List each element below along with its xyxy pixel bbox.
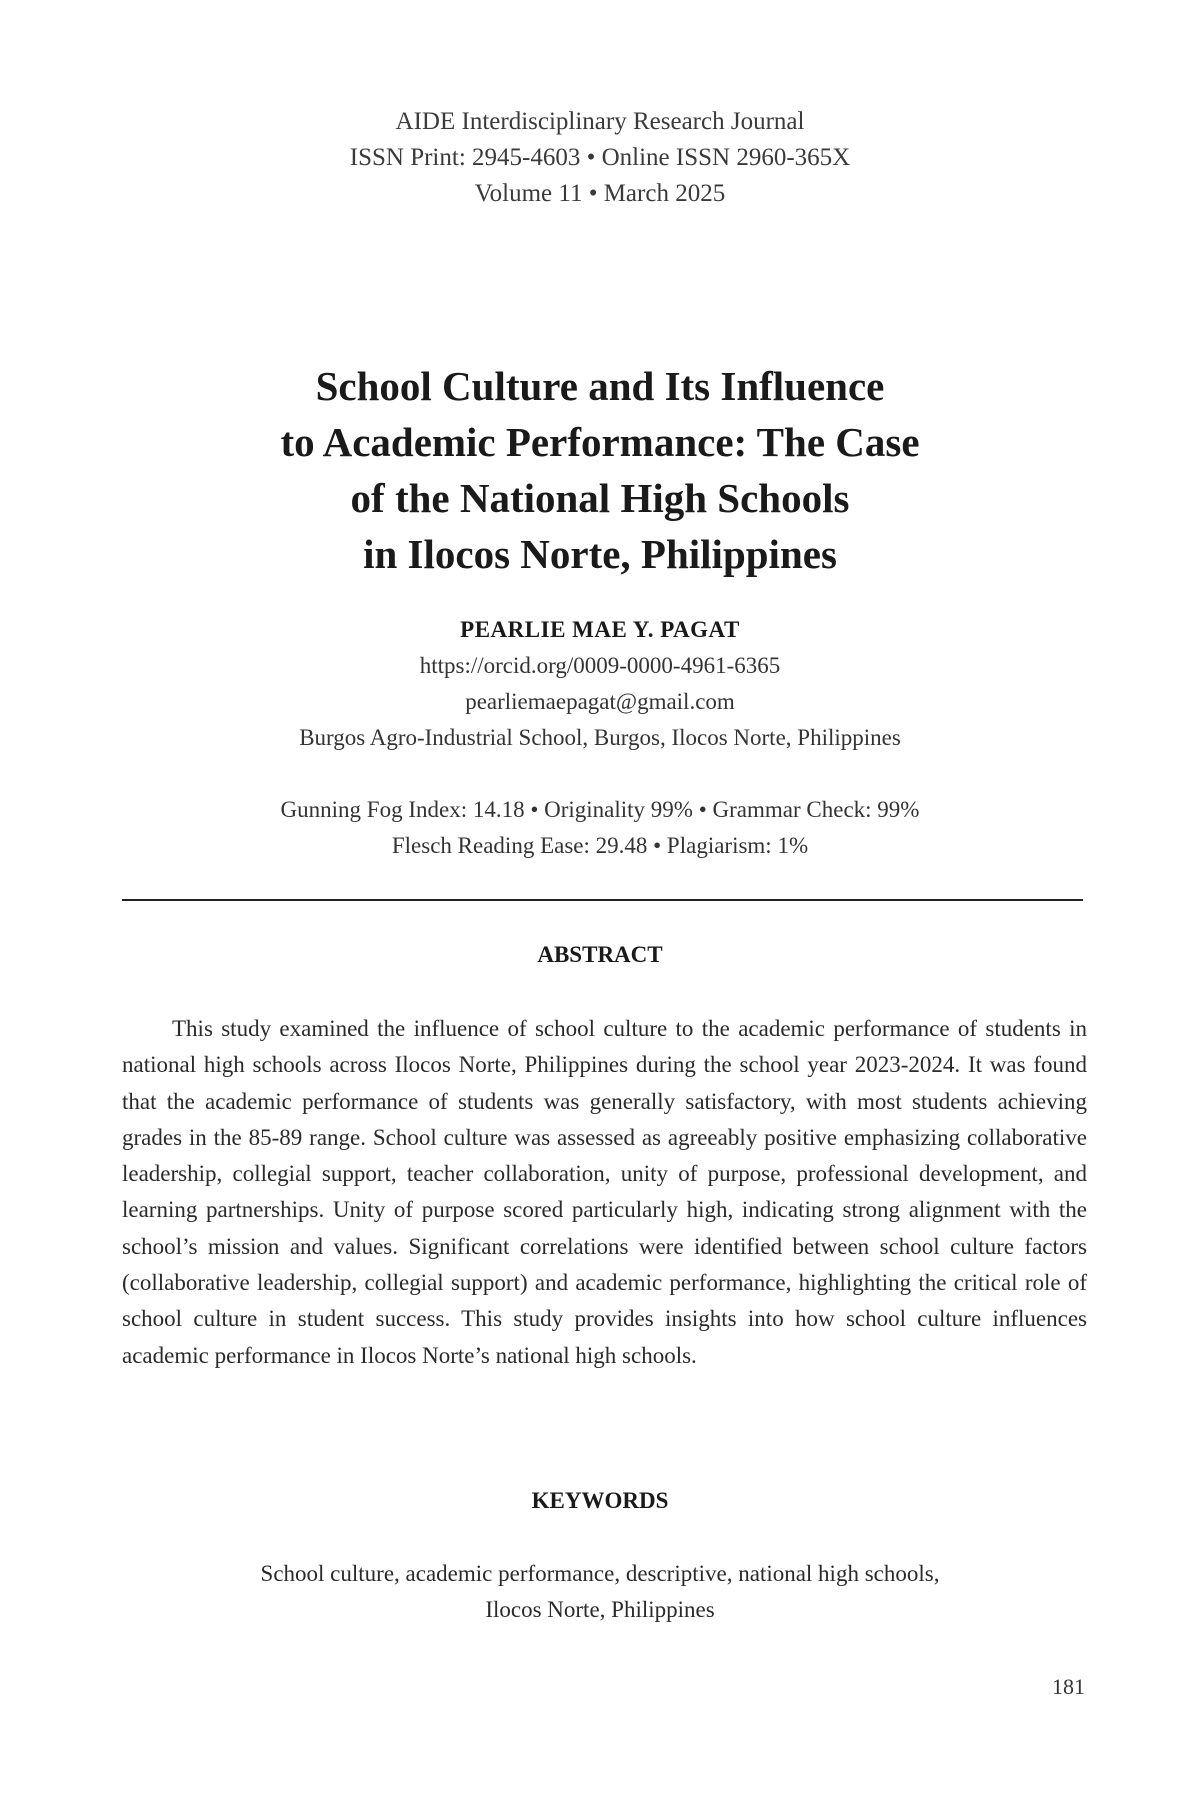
author-orcid: https://orcid.org/0009-0000-4961-6365 — [419, 653, 781, 678]
journal-header — [0, 104, 1200, 212]
keywords-heading: KEYWORDS — [531, 1488, 669, 1513]
abstract-heading: ABSTRACT — [537, 942, 663, 967]
abstract-text: This study examined the influence of school culture to the academic performance of students in national high schools across Ilocos Norte, Philippines during the school year 2023-2024. It was found that the academic performance of students was generally satisfactory, with most students achieving grades in the 85-89 range. School culture was assessed as agreeably positive emphasizing collaborative leadership, collegial support, teacher collaboration, unity of purpose, professional development, and learning partnerships. Unity of purpose scored particularly high, indicating strong alignment with the school’s mission and values. Significant correlations were identified between school culture factors (collaborative leadership, collegial support) and academic performance, highlighting the critical role of school culture in student success. This study provides insights into how school culture influences academic performance in Ilocos Norte’s national high schools. — [122, 1016, 1087, 1368]
metrics-line: Flesch Reading Ease: 29.48 • Plagiarism: 1% — [391, 833, 809, 858]
keywords-text — [150, 1556, 1050, 1628]
author-block — [0, 612, 1200, 756]
title-line: to Academic Performance: The Case — [280, 419, 920, 465]
journal-name: AIDE Interdisciplinary Research Journal — [395, 108, 805, 135]
author-email: pearliemaepagat@gmail.com — [465, 689, 735, 714]
readability-metrics — [0, 792, 1200, 864]
paper-title — [150, 358, 1050, 582]
journal-issn: ISSN Print: 2945-4603 • Online ISSN 2960-365X — [349, 144, 851, 171]
horizontal-divider — [122, 899, 1083, 901]
title-line: of the National High Schools — [350, 475, 850, 521]
journal-volume: Volume 11 • March 2025 — [474, 180, 726, 207]
author-affiliation: Burgos Agro-Industrial School, Burgos, Ilocos Norte, Philippines — [299, 725, 901, 750]
metrics-line: Gunning Fog Index: 14.18 • Originality 99% • Grammar Check: 99% — [280, 797, 920, 822]
title-line: School Culture and Its Influence — [315, 363, 885, 409]
author-name: PEARLIE MAE Y. PAGAT — [460, 617, 740, 642]
page-number: 181 — [1052, 1674, 1085, 1699]
keywords-line: Ilocos Norte, Philippines — [485, 1597, 715, 1622]
title-line: in Ilocos Norte, Philippines — [363, 531, 837, 577]
keywords-line: School culture, academic performance, descriptive, national high schools, — [260, 1561, 940, 1586]
